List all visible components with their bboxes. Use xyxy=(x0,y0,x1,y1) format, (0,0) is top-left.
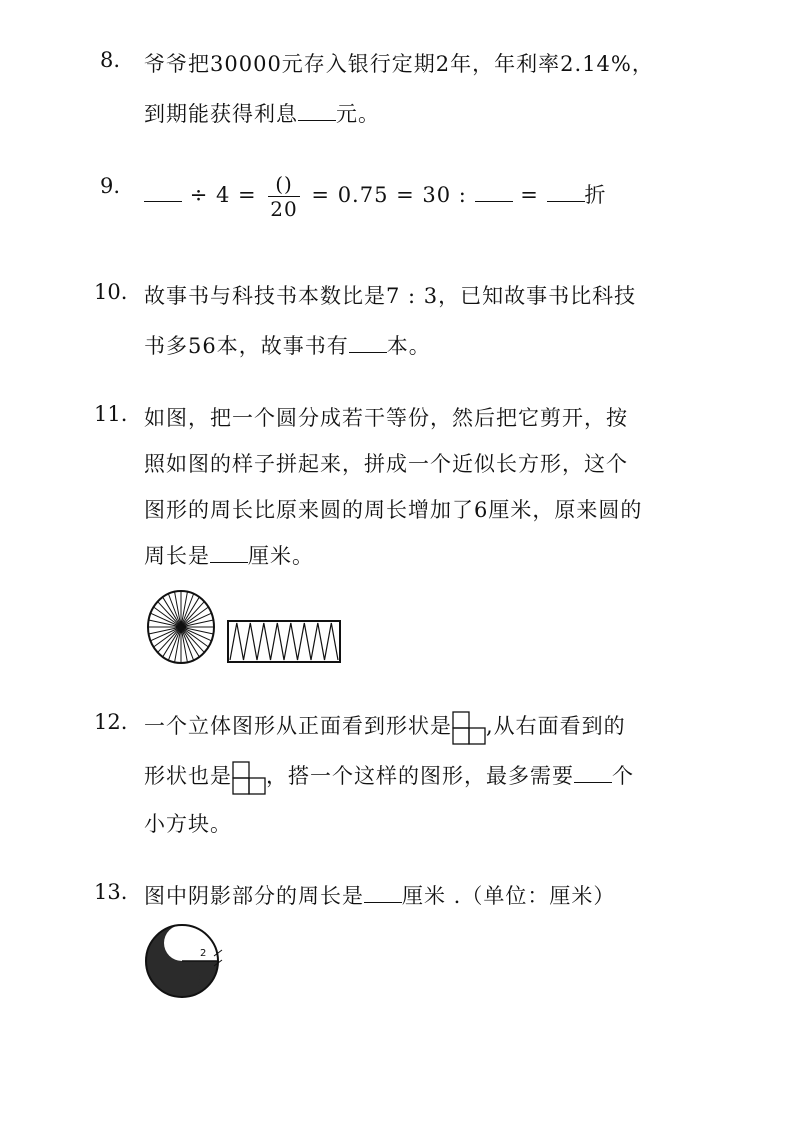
question-text-line xyxy=(144,330,431,360)
radius-label: 2 xyxy=(200,948,207,959)
text-segment: 元。 xyxy=(336,102,380,126)
question-text-line xyxy=(144,710,626,745)
text-segment: 厘米。 xyxy=(248,544,314,568)
question-text-line: 图形的周长比原来圆的周长增加了6厘米，原来圆的 xyxy=(144,498,643,522)
right-view-shape-figure xyxy=(232,761,266,795)
answer-blank[interactable] xyxy=(475,183,513,202)
question-number: 12. xyxy=(94,710,128,734)
question-text-line: 故事书与科技书本数比是7 : 3，已知故事书比科技 xyxy=(144,284,637,308)
answer-blank[interactable] xyxy=(547,183,585,202)
text-segment: 形状也是 xyxy=(144,764,232,788)
question-text-line xyxy=(144,540,314,570)
question-text-line xyxy=(144,172,607,221)
text-segment: ，搭一个这样的图形，最多需要 xyxy=(266,764,574,788)
fraction-numerator: () xyxy=(275,172,293,196)
text-segment: 一个立体图形从正面看到形状是 xyxy=(144,714,452,738)
question-text-line: 如图，把一个圆分成若干等份，然后把它剪开，按 xyxy=(144,406,628,430)
approximate-rectangle-figure xyxy=(226,619,342,665)
fraction-denominator: 20 xyxy=(270,197,298,221)
text-segment: 个 xyxy=(612,764,634,788)
answer-blank[interactable] xyxy=(144,183,182,202)
text-segment: = 0.75 = 30 : xyxy=(311,183,467,207)
question-number: 10. xyxy=(94,280,128,304)
question-number: 9. xyxy=(100,174,121,198)
text-segment: = xyxy=(520,183,539,207)
question-number: 8. xyxy=(100,48,121,72)
text-segment: 到期能获得利息 xyxy=(144,102,298,126)
answer-blank[interactable] xyxy=(210,544,248,563)
question-text-line xyxy=(144,760,634,795)
question-text-line xyxy=(144,98,380,128)
text-segment: ÷ 4 = xyxy=(189,183,257,207)
text-segment: 折 xyxy=(584,183,607,207)
text-segment: ,从右面看到的 xyxy=(486,714,626,738)
question-text-line: 爷爷把30000元存入银行定期2年，年利率2.14%， xyxy=(144,52,654,76)
question-text-line: 照如图的样子拼起来，拼成一个近似长方形，这个 xyxy=(144,452,628,476)
answer-blank[interactable] xyxy=(298,102,336,121)
divided-circle-figure xyxy=(144,588,218,666)
question-number: 11. xyxy=(94,402,128,426)
question-text-line xyxy=(144,880,615,910)
answer-blank[interactable] xyxy=(574,764,612,783)
front-view-shape-figure xyxy=(452,711,486,745)
question-number: 13. xyxy=(94,880,128,904)
answer-blank[interactable] xyxy=(364,884,402,903)
answer-blank[interactable] xyxy=(349,334,387,353)
text-segment: 本。 xyxy=(386,334,431,358)
question-text-line: 小方块。 xyxy=(144,812,232,836)
shaded-circle-figure xyxy=(144,922,224,1002)
circle-center xyxy=(179,625,184,630)
text-segment: 书多56本，故事书有 xyxy=(144,334,349,358)
text-segment: 周长是 xyxy=(144,544,210,568)
text-segment: 厘米 .（单位：厘米） xyxy=(402,884,616,908)
fraction xyxy=(268,172,299,221)
text-segment: 图中阴影部分的周长是 xyxy=(144,884,364,908)
